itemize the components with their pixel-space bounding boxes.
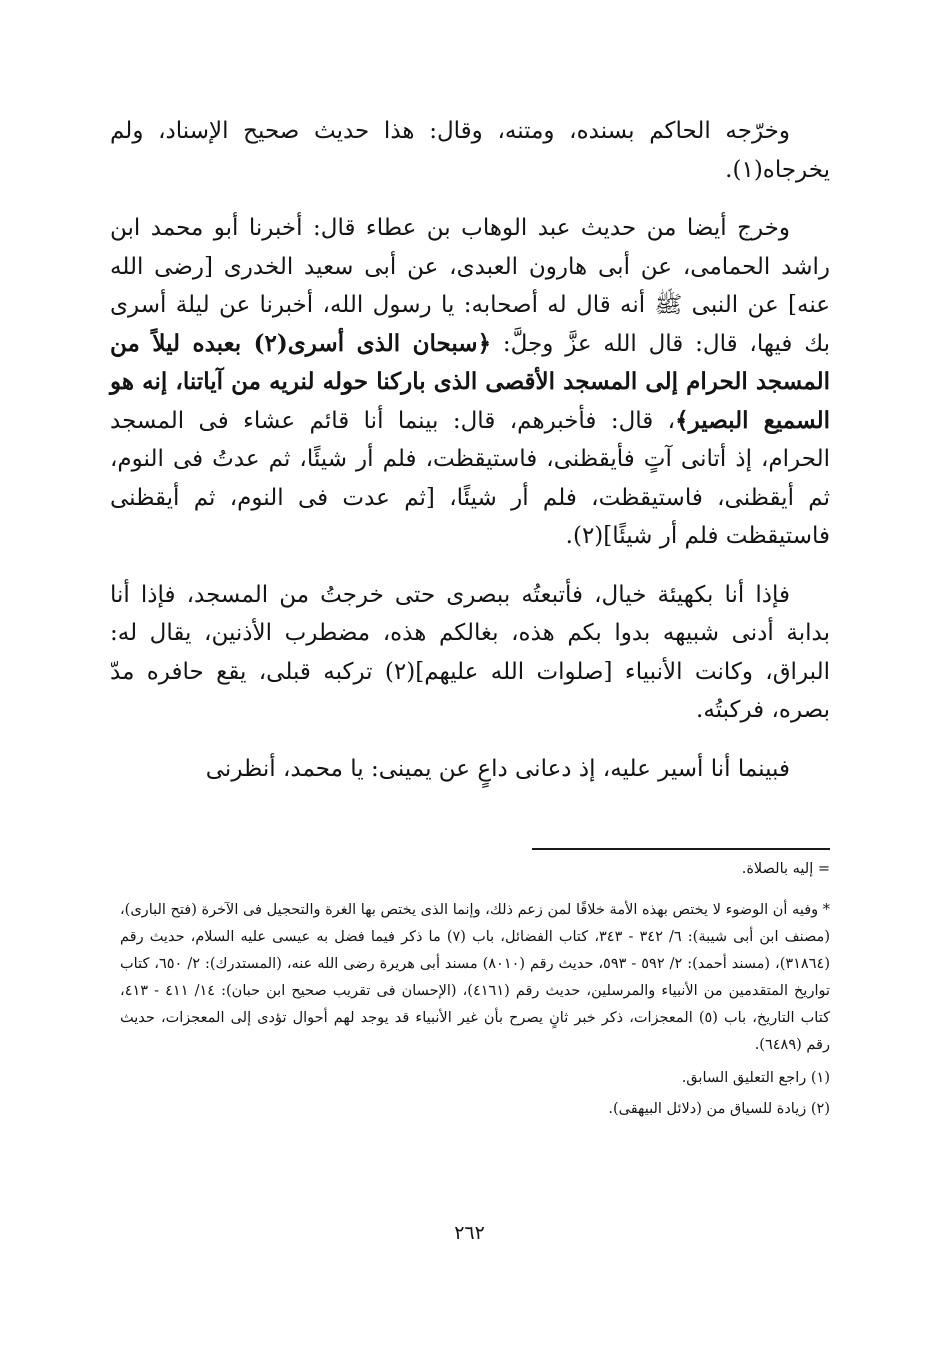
- footnotes: [120, 856, 830, 1127]
- page-number: ٢٦٢: [454, 1222, 485, 1244]
- footnote-continuation: = إليه بالصلاة.: [741, 861, 830, 877]
- quran-quote: ﴿سبحان الذى أسرى(٢) بعبده ليلاً من المسجد الحرام إلى المسجد الأقصى الذى باركنا حوله لنريه من آياتنا، إنه هو السميع البصير﴾: [110, 329, 830, 434]
- footnote-separator: [532, 848, 830, 850]
- paragraph-4: فبينما أنا أسير عليه، إذ دعانى داعٍ عن يمينى: يا محمد، أنظرنى: [205, 755, 790, 782]
- paragraph-2-rest: ، قال: فأخبرهم، قال: بينما أنا قائم عشاء فى المسجد الحرام، إذ أتانى آتٍ فأيقظنى، فاستيقظت، فلم أر شيئًا، ثم عدتُ فى النوم، ثم أيقظنى، فاستيقظت، فلم أر شيئًا، [ثم عدت فى النوم، ثم أيقظنى فاستيقظت فلم أر شيئًا](٢).: [110, 407, 830, 549]
- main-text: [110, 112, 830, 788]
- footnote-star: * وفيه أن الوضوء لا يختص بهذه الأمة خلافًا لمن زعم ذلك، وإنما الذى يختص بها الغرة والتحجيل فى الآخرة (فتح البارى)، (مصنف ابن أبى شيبة): ٦/ ٣٤٢ - ٣٤٣، كتاب الفضائل، باب (٧) ما ذكر فيما فضل به عيسى عليه السلام، حديث رقم (٣١٨٦٤)، (مسند أحمد): ٢/ ٥٩٢ - ٥٩٣، حديث رقم (٨٠١٠) مسند أبى هريرة رضى الله عنه، (المستدرك): ٢/ ٦٥٠، كتاب تواريخ المتقدمين من الأنبياء والمرسلين، حديث رقم (٤١٦١)، (الإحسان فى تقريب صحيح ابن حبان): ١٤/ ٤١١ - ٤١٣، كتاب التاريخ، باب (٥) المعجزات، ذكر خبر ثانٍ يصرح بأن غير الأنبياء قد يوجد لهم أحوال تؤدى إلى المعجزات، حديث رقم (٦٤٨٩).: [120, 902, 831, 1053]
- paragraph-1: وخرّجه الحاكم بسنده، ومتنه، وقال: هذا حديث صحيح الإسناد، ولم يخرجاه(١).: [110, 118, 830, 183]
- paragraph-3: فإذا أنا بكهيئة خيال، فأتبعتُه ببصرى حتى خرجتُ من المسجد، فإذا أنا بدابة أدنى شبيهه بدوا بكم هذه، بغالكم هذه، مضطرب الأذنين، يقال له: البراق، وكانت الأنبياء [صلوات الله عليهم](٢) تركبه قبلى، يقع حافره مدّ بصره، فركبتُه.: [110, 581, 830, 723]
- footnote-2: (٢) زيادة للسياق من (دلائل البيهقى).: [608, 1101, 830, 1117]
- paragraph-2: [110, 209, 830, 556]
- paragraph-2-intro: وخرج أيضا من حديث عبد الوهاب بن عطاء قال: أخبرنا أبو محمد ابن راشد الحمامى، عن أبى هارون العبدى، عن أبى سعيد الخدرى [رضى الله عنه] عن النبى ﷺ أنه قال له أصحابه: يا رسول الله، أخبرنا عن ليلة أسرى بك فيها، قال: قال الله عزَّ وجلَّ:: [110, 215, 830, 357]
- footnote-1: (١) راجع التعليق السابق.: [681, 1070, 830, 1086]
